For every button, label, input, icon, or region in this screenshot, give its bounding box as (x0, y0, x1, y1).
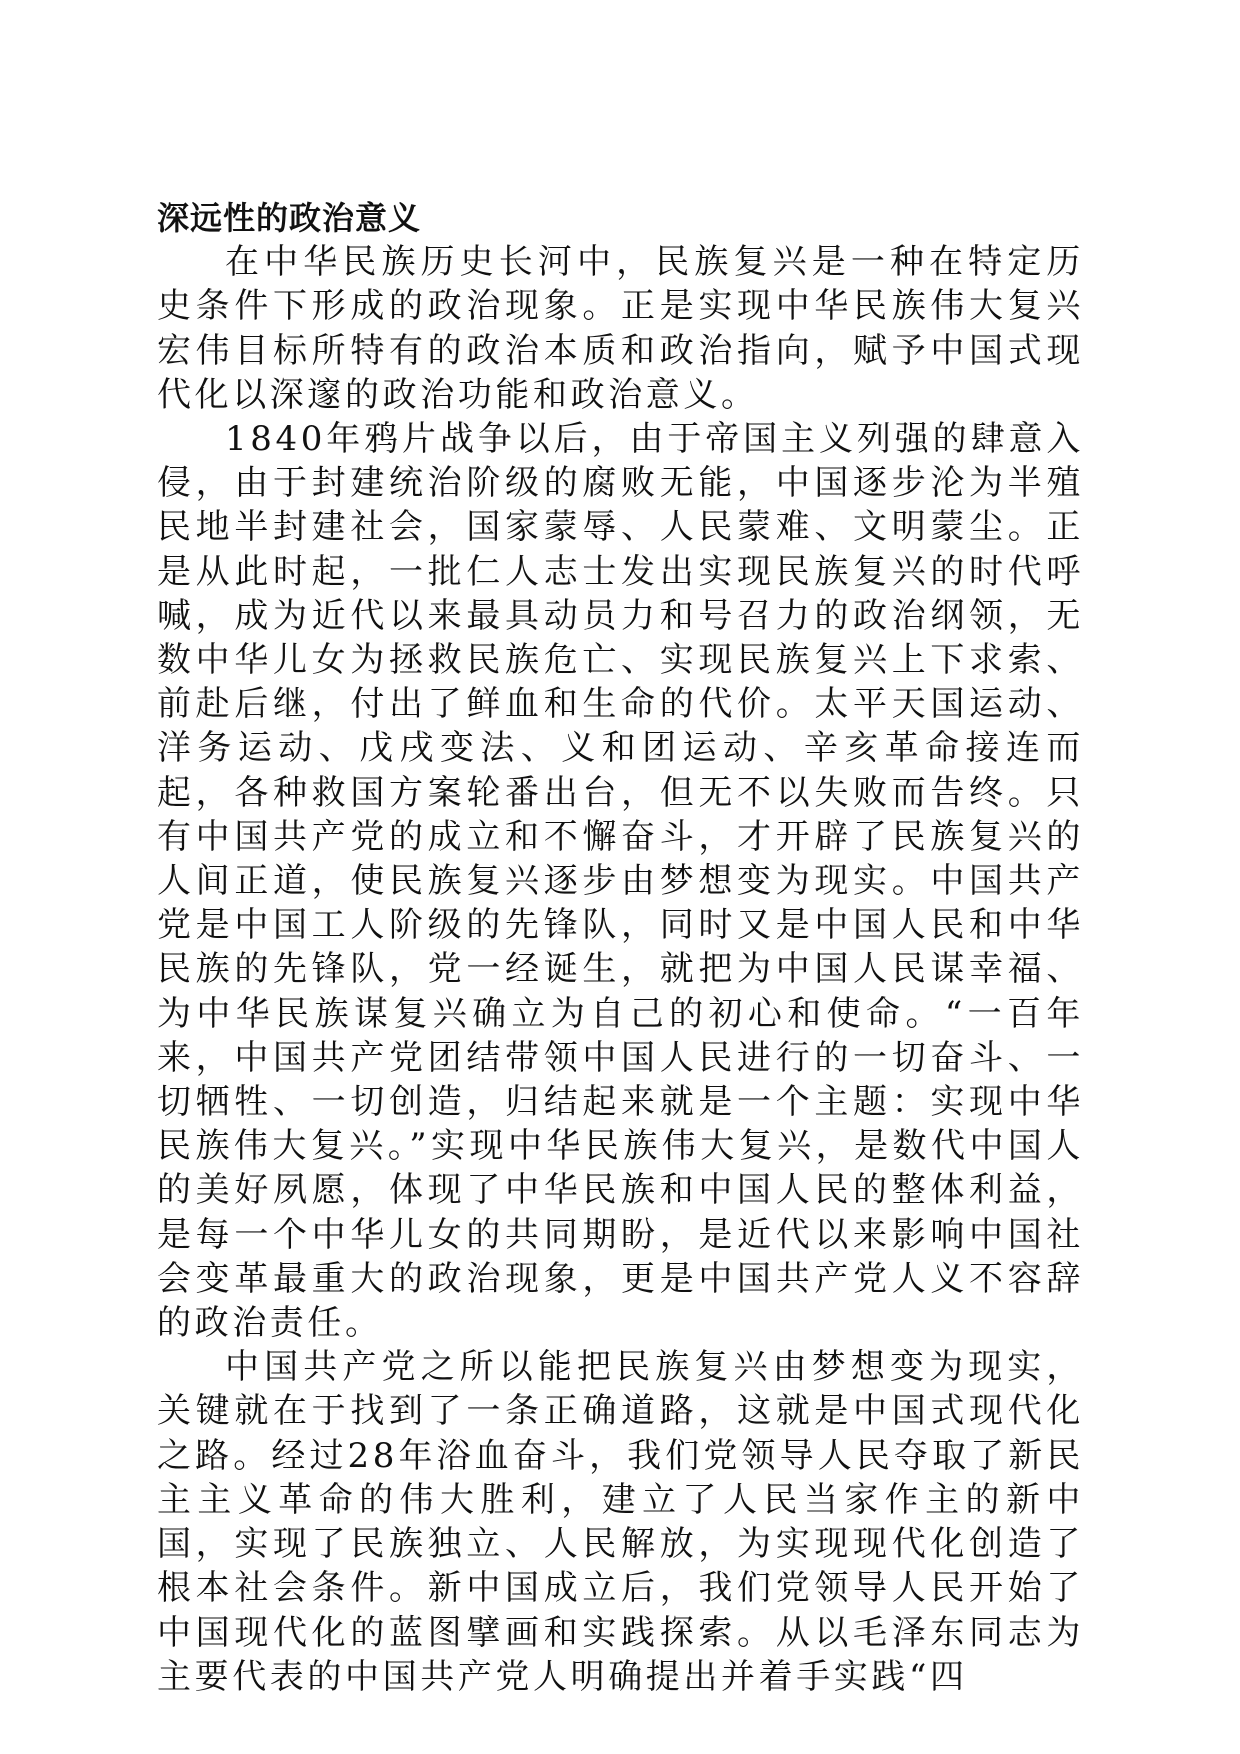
paragraph-intro: 在中华民族历史长河中，民族复兴是一种在特定历史条件下形成的政治现象。正是实现中华民族伟大复兴宏伟目标所特有的政治本质和政治指向，赋予中国式现代化以深邃的政治功能和政治意义。 (157, 242, 1084, 415)
section-heading: 深远性的政治意义 (157, 199, 422, 237)
paragraph-history: 1840年鸦片战争以后，由于帝国主义列强的肆意入侵，由于封建统治阶级的腐败无能，中国逐步沦为半殖民地半封建社会，国家蒙辱、人民蒙难、文明蒙尘。正是从此时起，一批仁人志士发出实现民族复兴的时代呼喊，成为近代以来最具动员力和号召力的政治纲领，无数中华儿女为拯救民族危亡、实现民族复兴上下求索、前赴后继，付出了鲜血和生命的代价。太平天国运动、洋务运动、戊戌变法、义和团运动、辛亥革命接连而起，各种救国方案轮番出台，但无不以失败而告终。只有中国共产党的成立和不懈奋斗，才开辟了民族复兴的人间正道，使民族复兴逐步由梦想变为现实。中国共产党是中国工人阶级的先锋队，同时又是中国人民和中华民族的先锋队，党一经诞生，就把为中国人民谋幸福、为中华民族谋复兴确立为自己的初心和使命。“一百年来，中国共产党团结带领中国人民进行的一切奋斗、一切牺牲、一切创造，归结起来就是一个主题：实现中华民族伟大复兴。”实现中华民族伟大复兴，是数代中国人的美好夙愿，体现了中华民族和中国人民的整体利益，是每一个中华儿女的共同期盼，是近代以来影响中国社会变革最重大的政治现象，更是中国共产党人义不容辞的政治责任。 (157, 419, 1084, 1344)
document-body (157, 196, 1084, 1699)
paragraph-modernization: 中国共产党之所以能把民族复兴由梦想变为现实，关键就在于找到了一条正确道路，这就是中国式现代化之路。经过28年浴血奋斗，我们党领导人民夺取了新民主主义革命的伟大胜利，建立了人民当家作主的新中国，实现了民族独立、人民解放，为实现现代化创造了根本社会条件。新中国成立后，我们党领导人民开始了中国现代化的蓝图擘画和实践探索。从以毛泽东同志为主要代表的中国共产党人明确提出并着手实践“四 (157, 1347, 1084, 1697)
